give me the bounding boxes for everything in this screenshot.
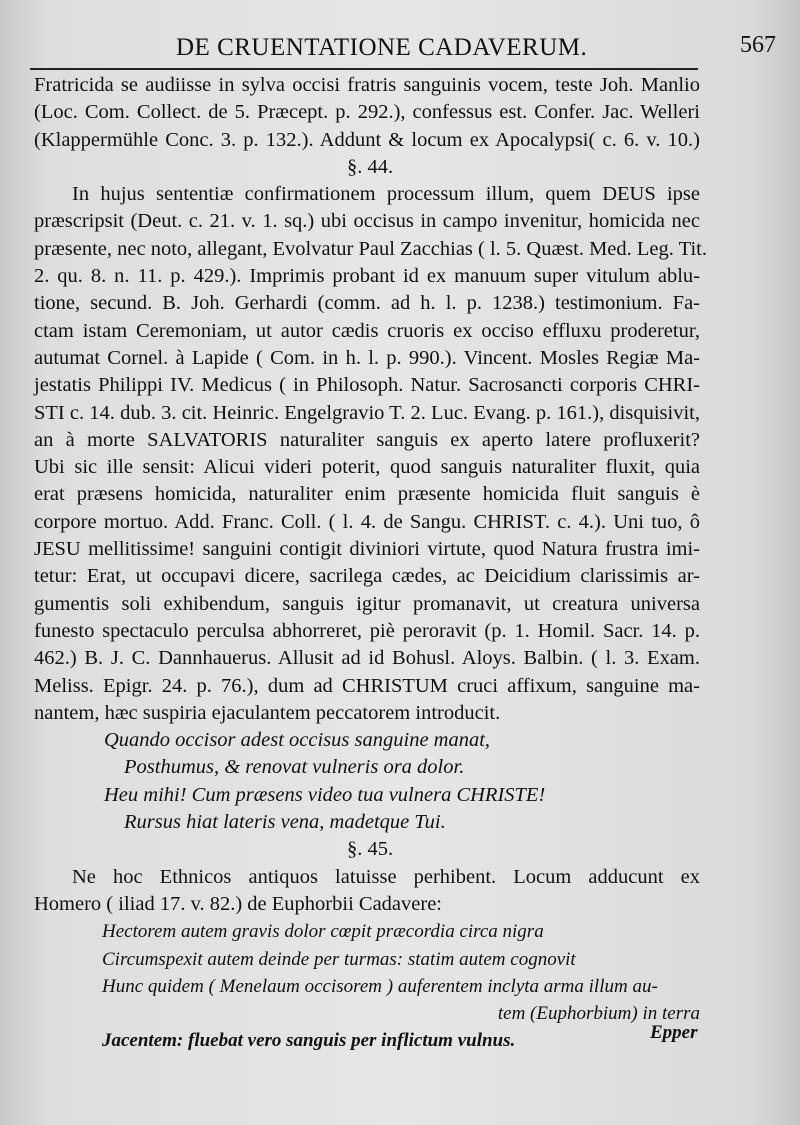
text-line: Ubi sic ille sensit: Alicui videri poterit, quod sanguis naturaliter fluxit, quia [34,456,700,479]
text-line: Ne hoc Ethnicos antiquos latuisse perhibent. Locum adducunt ex [72,865,700,888]
text-line: funesto spectaculo perculsa abhorreret, piè peroravit (p. 1. Homil. Sacr. 14. p. [34,619,700,642]
text-line: gumentis soli exhibendum, sanguis igitur promanavit, ut creatura universa [34,592,700,615]
homer-verse-line: Hectorem autem gravis dolor cœpit præcordia circa nigra [102,921,544,943]
text-line: 2. qu. 8. n. 11. p. 429.). Imprimis probant id ex manuum super vitulum ablu- [34,265,700,288]
text-line: autumat Cornel. à Lapide ( Com. in h. l. p. 990.). Vincent. Mosles Regiæ Ma- [34,346,700,369]
text-line: STI c. 14. dub. 3. cit. Heinric. Engelgravio T. 2. Luc. Evang. p. 161.), disquisivit, [34,401,700,424]
verse-line: Posthumus, & renovat vulneris ora dolor. [124,756,465,779]
running-title: DE CRUENTATIONE CADAVERUM. [176,34,588,61]
header-rule [30,68,698,70]
homer-verse-line: Circumspexit autem deinde per turmas: statim autem cognovit [102,948,576,970]
homer-verse-line: Hunc quidem ( Menelaum occisorem ) auferentem inclyta arma illum au- [102,975,658,997]
section-heading-44: §. 44. [346,155,394,178]
text-line: Homero ( iliad 17. v. 82.) de Euphorbii Cadavere: [34,892,442,915]
verse-line: Heu mihi! Cum præsens video tua vulnera CHRISTE! [104,783,546,806]
text-line: tione, secund. B. Joh. Gerhardi (comm. ad h. l. p. 1238.) testimonium. Fa- [34,292,700,315]
text-line: Fratricida se audiisse in sylva occisi fratris sanguinis vocem, teste Joh. Manlio [34,74,700,96]
text-line: jestatis Philippi IV. Medicus ( in Philosoph. Natur. Sacrosancti corporis CHRI- [34,374,700,397]
text-line: Meliss. Epigr. 24. p. 76.), dum ad CHRISTUM cruci affixum, sanguine ma- [34,674,700,697]
text-line: corpore mortuo. Add. Franc. Coll. ( l. 4. de Sangu. CHRIST. c. 4.). Uni tuo, ô [34,510,700,533]
text-line: nantem, hæc suspiria ejaculantem peccatorem introducit. [34,701,501,724]
section-heading-45: §. 45. [346,838,394,861]
verse-line: Quando occisor adest occisus sanguine manat, [104,729,491,752]
page-header [0,28,800,68]
text-line: JESU mellitissime! sanguini contigit diviniori virtute, quod Natura frustra imi- [34,538,700,561]
body-text [34,72,707,1055]
text-line: erat præsens homicida, naturaliter enim præsente homicida fluit sanguis è [34,483,700,506]
text-line: an à morte SALVATORIS naturaliter sanguis ex aperto latere profluxerit? [34,428,700,451]
text-line: (Klappermühle Conc. 3. p. 132.). Addunt & locum ex Apocalypsi( c. 6. v. 10.) [34,128,700,151]
text-line: (Loc. Com. Collect. de 5. Præcept. p. 292.), confessus est. Confer. Jac. Welleri [34,101,700,124]
homer-verse-line: Jacentem: fluebat vero sanguis per inflictum vulnus. [102,1030,516,1052]
text-line: 462.) B. J. C. Dannhauerus. Allusit ad id Bohusl. Aloys. Balbin. ( l. 3. Exam. [34,647,700,670]
homer-verse-line: tem (Euphorbium) in terra [497,1003,700,1025]
text-line: In hujus sententiæ confirmationem processum illum, quem DEUS ipse [72,183,700,206]
catchword: Epper [650,1022,698,1043]
text-line: præsente, nec noto, allegant, Evolvatur Paul Zacchias ( l. 5. Quæst. Med. Leg. Tit. [34,237,707,260]
text-line: tetur: Erat, ut occupavi dicere, sacrilega cædes, ac Deicidium clarissimis ar- [34,565,700,588]
verse-line: Rursus hiat lateris vena, madetque Tui. [124,811,446,834]
text-line: præscripsit (Deut. c. 21. v. 1. sq.) ubi occisus in campo invenitur, homicida nec [34,210,700,233]
text-line: ctam istam Ceremoniam, ut autor cædis cruoris ex occiso effluxu proderetur, [34,319,700,342]
page-number: 567 [740,32,776,58]
